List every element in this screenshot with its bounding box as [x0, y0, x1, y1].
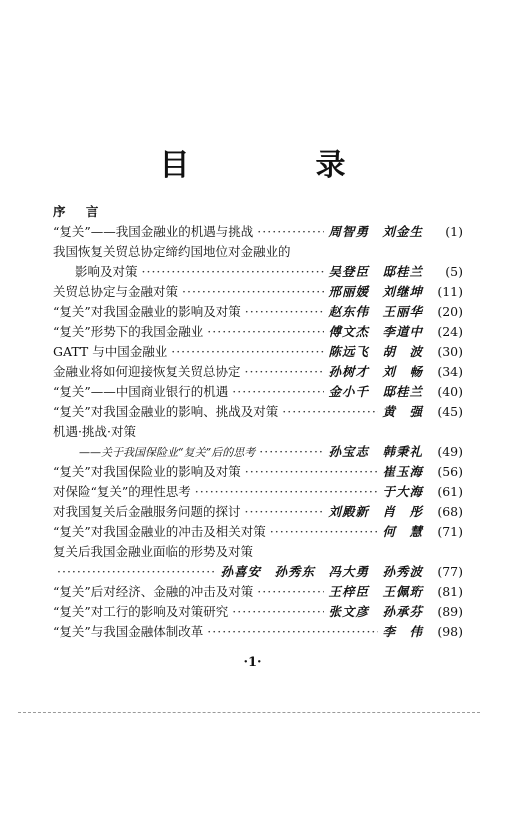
dot-leader [245, 302, 325, 322]
table-of-contents [53, 202, 463, 642]
toc-entry [53, 602, 463, 622]
toc-entry-authors: 邢丽媛 刘继坤 [328, 284, 423, 299]
toc-entry-title: 对我国复关后金融服务问题的探讨 [53, 504, 241, 519]
toc-entry-title: “复关”形势下的我国金融业 [53, 324, 204, 339]
toc-entry-title: 金融业将如何迎接恢复关贸总协定 [53, 364, 241, 379]
dot-leader [282, 402, 378, 422]
toc-entry-title: 机遇·挑战·对策 [53, 424, 136, 439]
dot-leader [232, 382, 324, 402]
toc-entry [53, 342, 463, 362]
toc-entry-authors: 孙喜安 孙秀东 冯大勇 孙秀波 [220, 564, 423, 579]
toc-entry-authors: 孙宝志 韩秉礼 [328, 444, 423, 459]
toc-entry-page: (71) [437, 524, 463, 539]
dot-leader [207, 622, 378, 642]
dot-leader [57, 562, 216, 582]
toc-entry-subtitle: ——关于我国保险业“复关”后的思考 [79, 446, 256, 459]
dot-leader [245, 502, 325, 522]
toc-entry [53, 522, 463, 542]
toc-entry-authors: 傅文杰 李道中 [328, 324, 423, 339]
toc-entry-authors: 张文彦 孙承芬 [328, 604, 423, 619]
toc-entry-page: (34) [437, 364, 463, 379]
toc-entry-title: “复关”——中国商业银行的机遇 [53, 384, 229, 399]
toc-entry [53, 302, 463, 322]
scan-cut-line [18, 712, 480, 713]
toc-entry-title: “复关”与我国金融体制改革 [53, 624, 204, 639]
toc-entry [53, 482, 463, 502]
toc-entry-page: (45) [437, 404, 463, 419]
toc-entry-page: (56) [437, 464, 463, 479]
toc-entry-title: 影响及对策 [75, 264, 138, 279]
toc-entry [53, 282, 463, 302]
toc-entry [53, 402, 463, 422]
toc-entry-page: (11) [437, 284, 463, 299]
toc-entry-authors: 周智勇 刘金生 [328, 224, 423, 239]
toc-entry-title: 序 言 [53, 204, 107, 219]
toc-entry [53, 502, 463, 522]
dot-leader [207, 322, 324, 342]
toc-entry-authors: 黄 强 [382, 404, 423, 419]
toc-entry-page: (30) [437, 344, 463, 359]
dot-leader [245, 362, 325, 382]
toc-entry-authors: 崔玉海 [382, 464, 423, 479]
toc-entry-title: 对保险“复关”的理性思考 [53, 484, 191, 499]
toc-entry-title: 关贸总协定与金融对策 [53, 284, 179, 299]
toc-entry-page: (1) [445, 224, 463, 239]
dot-leader [270, 522, 379, 542]
dot-leader [182, 282, 324, 302]
dot-leader [195, 482, 379, 502]
toc-entry [53, 382, 463, 402]
toc-entry-page: (89) [437, 604, 463, 619]
toc-entry-page: (5) [445, 264, 463, 279]
toc-entry-page: (49) [437, 444, 463, 459]
toc-entry-page: (77) [437, 564, 463, 579]
toc-entry-title: 我国恢复关贸总协定缔约国地位对金融业的 [53, 244, 291, 259]
toc-entry [53, 242, 463, 262]
toc-entry [53, 462, 463, 482]
toc-entry-title: GATT 与中国金融业 [53, 344, 168, 359]
toc-entry-authors: 刘殿新 肖 彤 [328, 504, 423, 519]
toc-entry [53, 322, 463, 342]
toc-entry-page: (24) [437, 324, 463, 339]
toc-entry-title: “复关”——我国金融业的机遇与挑战 [53, 224, 254, 239]
toc-entry [53, 422, 463, 442]
toc-entry [53, 262, 463, 282]
toc-entry-page: (40) [437, 384, 463, 399]
dot-leader [171, 342, 324, 362]
toc-entry-authors: 孙树才 刘 畅 [328, 364, 423, 379]
toc-entry [53, 622, 463, 642]
toc-entry-title: “复关”对我国保险业的影响及对策 [53, 464, 241, 479]
toc-entry [53, 222, 463, 242]
toc-entry-page: (20) [437, 304, 463, 319]
toc-entry-title: 复关后我国金融业面临的形势及对策 [53, 544, 254, 559]
toc-entry [53, 362, 463, 382]
toc-entry-authors: 何 慧 [382, 524, 423, 539]
toc-entry-page: (61) [437, 484, 463, 499]
toc-entry [53, 582, 463, 602]
dot-leader [232, 602, 324, 622]
preface-entry [53, 202, 463, 222]
toc-entry-page: (68) [437, 504, 463, 519]
page-number: ·1· [243, 655, 262, 670]
page-title: 目 录 [159, 148, 394, 183]
toc-entry-authors: 金小千 邸桂兰 [328, 384, 423, 399]
dot-leader [142, 262, 325, 282]
toc-entry [53, 542, 463, 562]
toc-entry-authors: 赵东伟 王丽华 [328, 304, 423, 319]
toc-entry-title: “复关”对工行的影响及对策研究 [53, 604, 229, 619]
dot-leader [259, 442, 324, 462]
toc-entry-page: (81) [437, 584, 463, 599]
toc-entry-title: “复关”对我国金融业的影响、挑战及对策 [53, 404, 279, 419]
toc-entry-title: “复关”后对经济、金融的冲击及对策 [53, 584, 254, 599]
toc-entry-page: (98) [437, 624, 463, 639]
toc-entry [53, 562, 463, 582]
dot-leader [257, 582, 324, 602]
toc-entry-title: “复关”对我国金融业的冲击及相关对策 [53, 524, 266, 539]
toc-entry-authors: 于大海 [382, 484, 423, 499]
toc-entry [53, 442, 463, 462]
dot-leader [257, 222, 324, 242]
dot-leader [245, 462, 379, 482]
toc-entry-authors: 陈远飞 胡 波 [328, 344, 423, 359]
toc-entry-authors: 王梓臣 王佩珩 [328, 584, 423, 599]
toc-entry-authors: 吴登臣 邸桂兰 [328, 264, 423, 279]
toc-entry-title: “复关”对我国金融业的影响及对策 [53, 304, 241, 319]
toc-entry-authors: 李 伟 [382, 624, 423, 639]
